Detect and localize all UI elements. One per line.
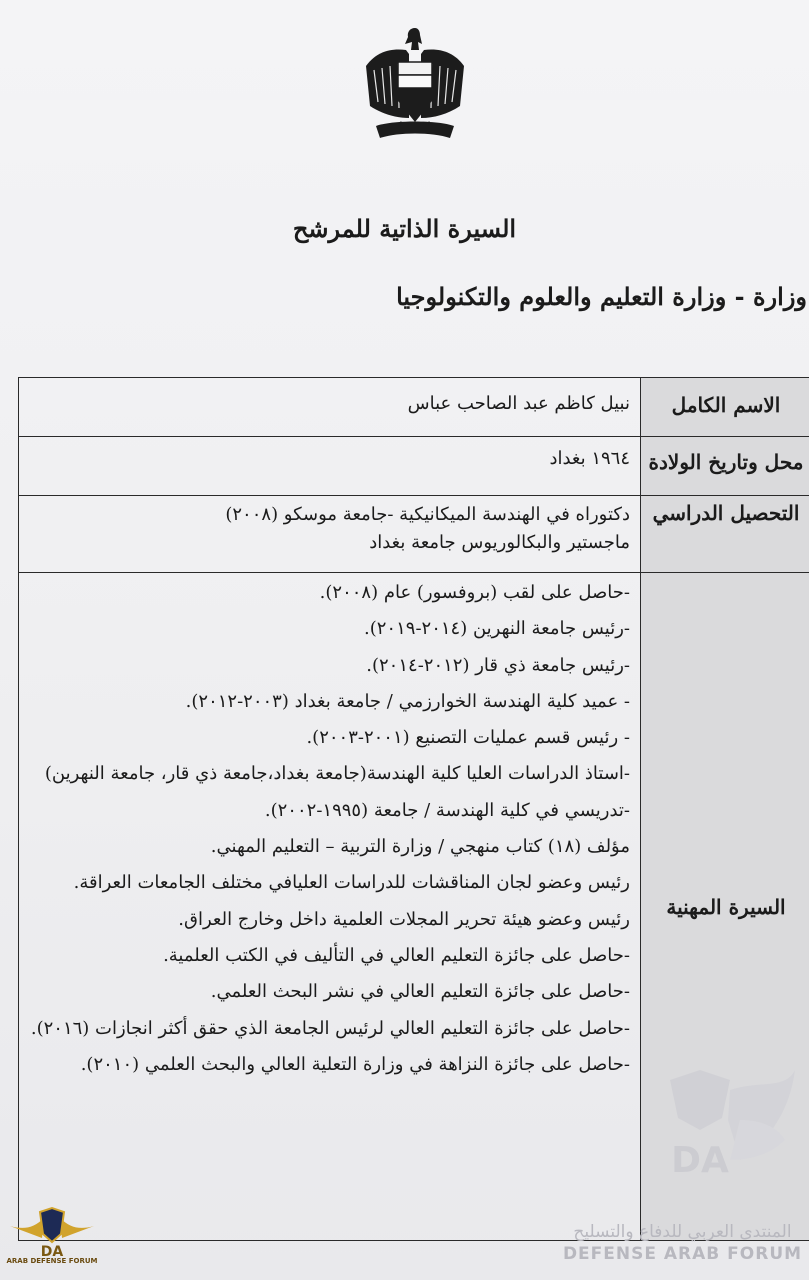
education-line: ماجستير والبكالوريوس جامعة بغداد xyxy=(369,531,630,553)
logo-label: ARAB DEFENSE FORUM xyxy=(6,1257,98,1265)
table-row xyxy=(19,496,809,573)
watermark-arabic: المنتدى العربي للدفاع والتسليح xyxy=(573,1222,792,1242)
career-item: - رئيس قسم عمليات التصنيع (٢٠٠١-٢٠٠٣). xyxy=(306,727,630,749)
education-line: دكتوراه في الهندسة الميكانيكية -جامعة موسكو (٢٠٠٨) xyxy=(225,504,630,525)
logo-letters: DA xyxy=(40,1244,64,1260)
career-list xyxy=(19,573,641,1241)
career-item: - عميد كلية الهندسة الخوارزمي / جامعة بغداد (٢٠٠٣-٢٠١٢). xyxy=(185,690,630,712)
career-item: -استاذ الدراسات العليا كلية الهندسة(جامعة بغداد،جامعة ذي قار، جامعة النهرين) xyxy=(44,763,630,785)
career-item: -رئيس جامعة ذي قار (٢٠١٢-٢٠١٤). xyxy=(366,654,630,676)
career-item: رئيس وعضو هيئة تحرير المجلات العلمية داخل وخارج العراق. xyxy=(178,908,630,930)
table-row xyxy=(19,437,809,496)
career-item: -حاصل على جائزة النزاهة في وزارة التعلية العالي والبحث العلمي (٢٠١٠). xyxy=(80,1053,630,1075)
career-item: -حاصل على جائزة التعليم العالي في نشر البحث العلمي. xyxy=(210,981,630,1003)
birth-value: ١٩٦٤ بغداد xyxy=(549,448,630,469)
iraq-eagle-emblem-icon xyxy=(362,22,468,146)
career-label: السيرة المهنية xyxy=(666,894,786,919)
career-item: -رئيس جامعة النهرين (٢٠١٤-٢٠١٩). xyxy=(364,618,630,640)
full-name-label: الاسم الكامل xyxy=(671,393,781,417)
full-name-value: نبيل كاظم عبد الصاحب عباس xyxy=(407,393,630,414)
education-label: التحصيل الدراسي xyxy=(652,501,800,525)
forum-watermark-icon xyxy=(600,1060,800,1210)
career-item: -حاصل على جائزة التعليم العالي في التأليف في الكتب العلمية. xyxy=(163,944,630,966)
table-row xyxy=(19,378,809,437)
career-item: رئيس وعضو لجان المناقشات للدراسات العليافي مختلف الجامعات العراقة. xyxy=(73,872,630,894)
watermark-text xyxy=(560,1222,805,1264)
birth-label: محل وتاريخ الولادة xyxy=(648,450,804,474)
career-item: -تدريسي في كلية الهندسة / جامعة (١٩٩٥-٢٠٠٢). xyxy=(264,799,630,821)
career-item: -حاصل على لقب (بروفسور) عام (٢٠٠٨). xyxy=(319,582,630,603)
career-item: -حاصل على جائزة التعليم العالي لرئيس الجامعة الذي حقق أكثر انجازات (٢٠١٦). xyxy=(30,1017,630,1039)
ministry-line: وزارة - وزارة التعليم والعلوم والتكنولوجيا xyxy=(396,282,807,311)
watermark-english: DEFENSE ARAB FORUM xyxy=(562,1244,803,1264)
education-values xyxy=(20,497,630,557)
watermark-letters: DA xyxy=(671,1140,729,1181)
arab-defense-forum-logo-icon xyxy=(4,1204,100,1278)
career-item: مؤلف (١٨) كتاب منهجي / وزارة التربية – التعليم المهني. xyxy=(210,836,630,858)
page-title: السيرة الذاتية للمرشح xyxy=(292,214,517,243)
